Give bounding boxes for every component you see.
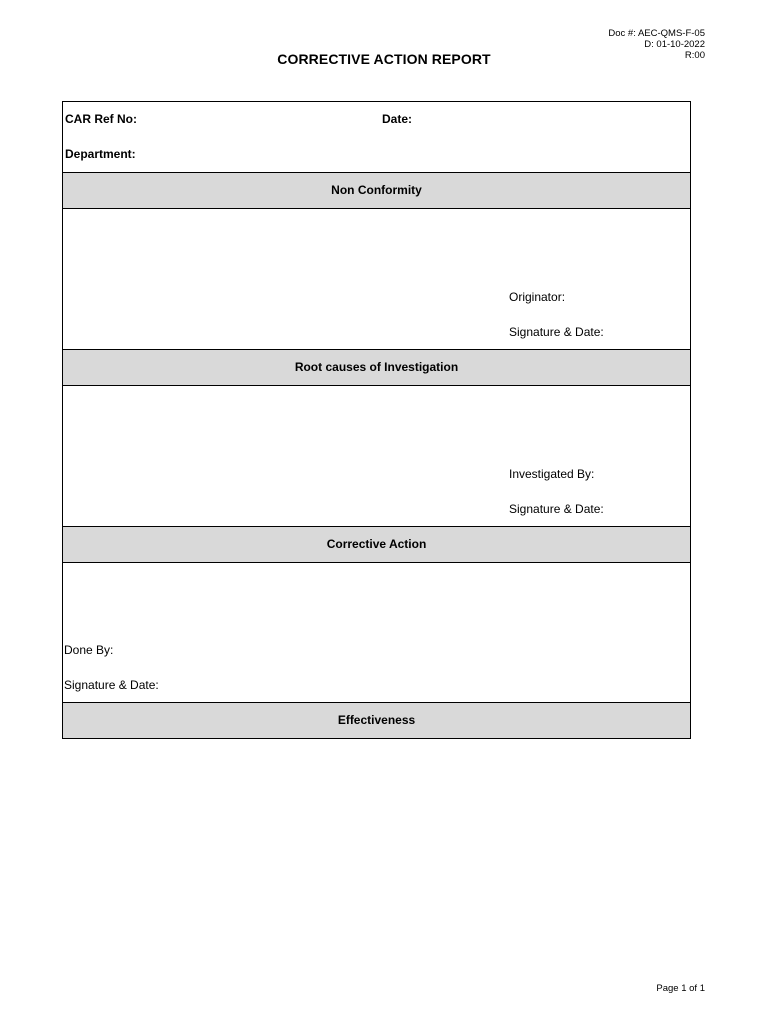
investigator-signature-label: Signature & Date: xyxy=(509,502,604,516)
section-header-root-causes: Root causes of Investigation xyxy=(63,350,690,386)
done-by-label: Done By: xyxy=(64,643,114,657)
page-title: CORRECTIVE ACTION REPORT xyxy=(277,51,491,67)
department-label: Department: xyxy=(65,147,136,161)
form-header-section xyxy=(63,102,690,173)
page-number: Page 1 of 1 xyxy=(656,983,705,994)
doc-number: Doc #: AEC-QMS-F-05 xyxy=(608,28,705,39)
non-conformity-body xyxy=(63,209,690,350)
car-ref-label: CAR Ref No: xyxy=(65,112,137,126)
root-causes-body xyxy=(63,386,690,527)
done-by-signature-label: Signature & Date: xyxy=(64,678,159,692)
investigated-by-label: Investigated By: xyxy=(509,467,595,481)
doc-date: D: 01-10-2022 xyxy=(644,39,705,50)
corrective-action-form xyxy=(62,101,691,739)
originator-label: Originator: xyxy=(509,290,566,304)
date-label: Date: xyxy=(382,112,413,126)
doc-revision: R:00 xyxy=(684,50,705,61)
section-header-non-conformity: Non Conformity xyxy=(63,173,690,209)
section-header-effectiveness: Effectiveness xyxy=(63,703,690,738)
originator-signature-label: Signature & Date: xyxy=(509,325,604,339)
corrective-action-body xyxy=(63,563,690,703)
section-header-corrective-action: Corrective Action xyxy=(63,527,690,563)
